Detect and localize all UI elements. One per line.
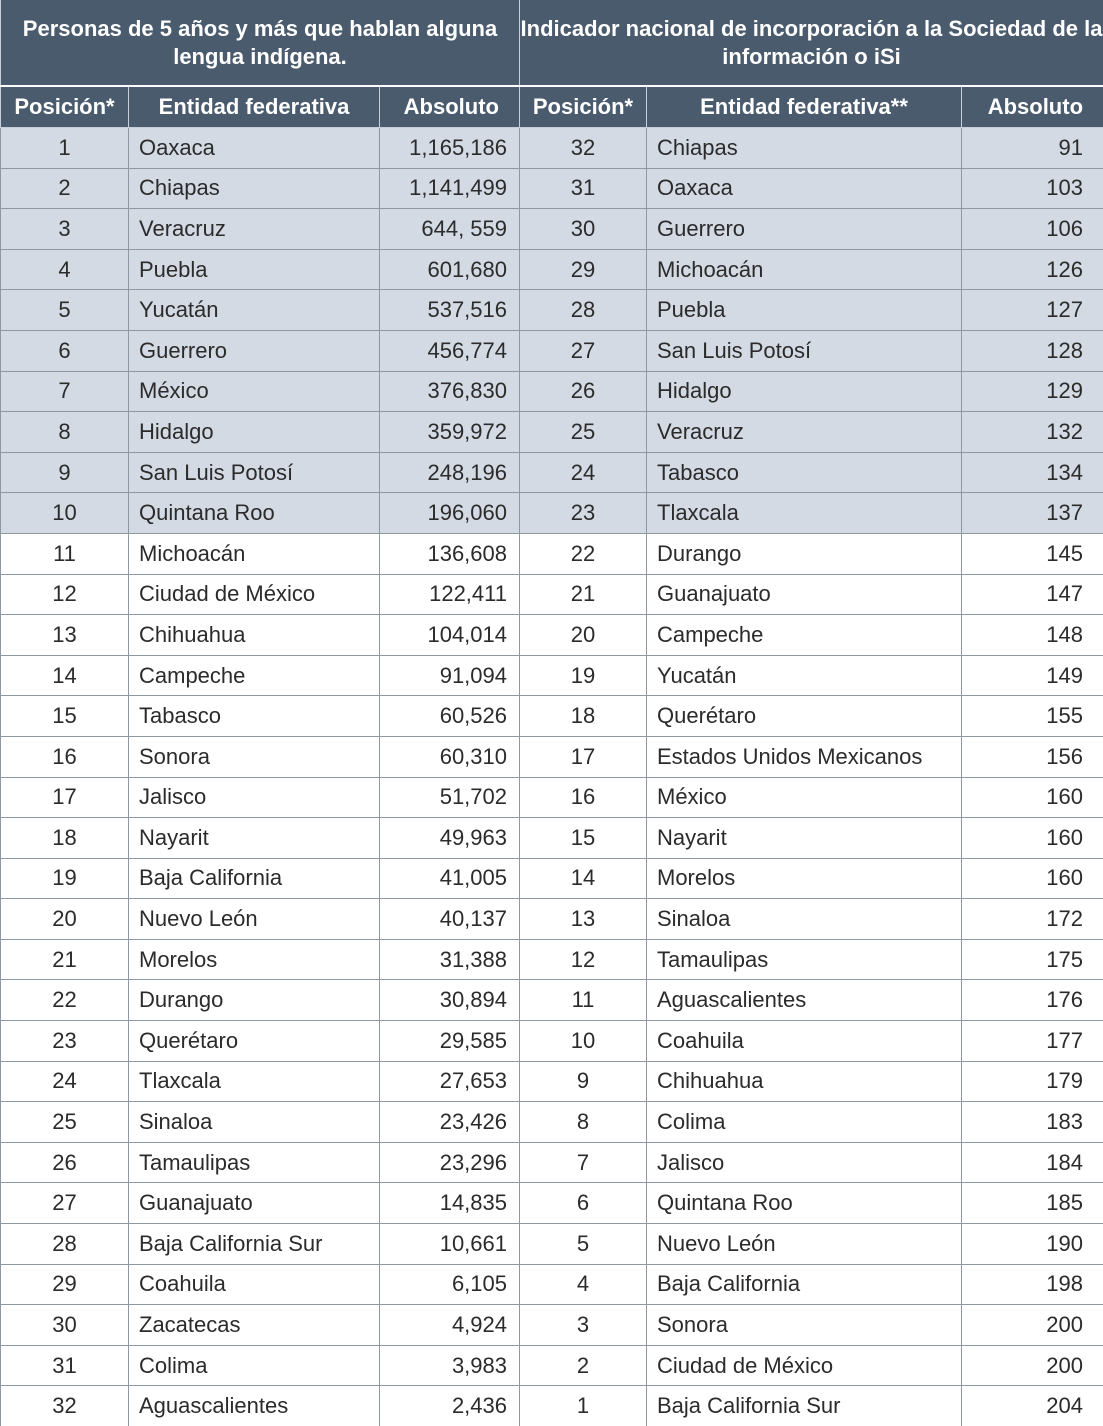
cell-position-right: 10	[520, 1021, 647, 1062]
table-header	[1, 0, 1103, 128]
cell-absolute-left: 376,830	[380, 371, 520, 412]
cell-absolute-left: 1,141,499	[380, 168, 520, 209]
cell-absolute-left: 1,165,186	[380, 128, 520, 169]
cell-entity-right: Nuevo León	[647, 1224, 962, 1265]
table-row	[1, 1061, 1103, 1102]
cell-entity-right: Oaxaca	[647, 168, 962, 209]
cell-absolute-right: 160	[962, 818, 1103, 859]
cell-position-right: 12	[520, 939, 647, 980]
cell-absolute-left: 359,972	[380, 412, 520, 453]
cell-position-left: 1	[1, 128, 129, 169]
cell-absolute-left: 10,661	[380, 1224, 520, 1265]
cell-entity-left: Nuevo León	[129, 899, 380, 940]
table-row	[1, 574, 1103, 615]
table-row	[1, 412, 1103, 453]
cell-position-left: 29	[1, 1264, 129, 1305]
cell-entity-left: Sinaloa	[129, 1102, 380, 1143]
cell-entity-left: Guerrero	[129, 330, 380, 371]
table-row	[1, 1386, 1103, 1426]
cell-entity-left: Coahuila	[129, 1264, 380, 1305]
cell-absolute-left: 40,137	[380, 899, 520, 940]
table-row	[1, 1142, 1103, 1183]
cell-position-right: 25	[520, 412, 647, 453]
group-header-isi-indicator: Indicador nacional de incorporación a la Sociedad de la información o iSi	[520, 0, 1103, 86]
cell-position-right: 27	[520, 330, 647, 371]
table-row	[1, 696, 1103, 737]
cell-position-right: 4	[520, 1264, 647, 1305]
cell-entity-left: México	[129, 371, 380, 412]
table-row	[1, 1183, 1103, 1224]
cell-position-right: 5	[520, 1224, 647, 1265]
cell-entity-right: Morelos	[647, 858, 962, 899]
cell-position-right: 29	[520, 249, 647, 290]
cell-entity-left: Veracruz	[129, 209, 380, 250]
cell-position-right: 22	[520, 533, 647, 574]
cell-absolute-right: 198	[962, 1264, 1103, 1305]
cell-position-right: 20	[520, 615, 647, 656]
cell-entity-right: Tlaxcala	[647, 493, 962, 534]
cell-position-left: 4	[1, 249, 129, 290]
cell-absolute-left: 4,924	[380, 1305, 520, 1346]
cell-absolute-right: 185	[962, 1183, 1103, 1224]
cell-absolute-right: 129	[962, 371, 1103, 412]
cell-position-left: 28	[1, 1224, 129, 1265]
cell-entity-left: Tabasco	[129, 696, 380, 737]
cell-position-left: 32	[1, 1386, 129, 1426]
cell-position-right: 1	[520, 1386, 647, 1426]
column-header-entity: Entidad federativa	[129, 86, 380, 128]
cell-absolute-right: 148	[962, 615, 1103, 656]
cell-entity-right: Quintana Roo	[647, 1183, 962, 1224]
cell-absolute-left: 60,310	[380, 736, 520, 777]
cell-entity-right: Tabasco	[647, 452, 962, 493]
cell-entity-right: México	[647, 777, 962, 818]
cell-position-left: 9	[1, 452, 129, 493]
cell-absolute-right: 145	[962, 533, 1103, 574]
cell-absolute-right: 190	[962, 1224, 1103, 1265]
table-row	[1, 899, 1103, 940]
cell-position-right: 6	[520, 1183, 647, 1224]
table-row	[1, 249, 1103, 290]
column-header-position: Posición*	[520, 86, 647, 128]
cell-absolute-left: 29,585	[380, 1021, 520, 1062]
cell-absolute-right: 103	[962, 168, 1103, 209]
cell-absolute-right: 132	[962, 412, 1103, 453]
table-row	[1, 1264, 1103, 1305]
cell-position-right: 9	[520, 1061, 647, 1102]
cell-absolute-right: 126	[962, 249, 1103, 290]
table-row	[1, 371, 1103, 412]
cell-position-left: 3	[1, 209, 129, 250]
cell-position-right: 2	[520, 1345, 647, 1386]
table-row	[1, 168, 1103, 209]
table-row	[1, 736, 1103, 777]
table-row	[1, 452, 1103, 493]
table-row	[1, 493, 1103, 534]
cell-entity-left: Chiapas	[129, 168, 380, 209]
table-row	[1, 533, 1103, 574]
cell-position-right: 23	[520, 493, 647, 534]
cell-absolute-left: 136,608	[380, 533, 520, 574]
cell-absolute-right: 155	[962, 696, 1103, 737]
cell-absolute-left: 196,060	[380, 493, 520, 534]
cell-position-left: 10	[1, 493, 129, 534]
cell-entity-right: Campeche	[647, 615, 962, 656]
table-row	[1, 330, 1103, 371]
group-header-row	[1, 0, 1103, 86]
cell-position-right: 28	[520, 290, 647, 331]
cell-position-right: 21	[520, 574, 647, 615]
cell-position-right: 18	[520, 696, 647, 737]
cell-position-left: 16	[1, 736, 129, 777]
cell-position-right: 15	[520, 818, 647, 859]
cell-position-left: 12	[1, 574, 129, 615]
cell-absolute-right: 204	[962, 1386, 1103, 1426]
cell-entity-right: Guanajuato	[647, 574, 962, 615]
cell-position-right: 26	[520, 371, 647, 412]
cell-entity-left: Baja California	[129, 858, 380, 899]
cell-absolute-left: 2,436	[380, 1386, 520, 1426]
table-row	[1, 615, 1103, 656]
table-body	[1, 128, 1103, 1426]
cell-entity-right: Puebla	[647, 290, 962, 331]
cell-absolute-left: 60,526	[380, 696, 520, 737]
cell-position-left: 14	[1, 655, 129, 696]
cell-position-left: 31	[1, 1345, 129, 1386]
table-row	[1, 290, 1103, 331]
table-row	[1, 1305, 1103, 1346]
cell-absolute-left: 3,983	[380, 1345, 520, 1386]
cell-position-left: 30	[1, 1305, 129, 1346]
cell-position-left: 20	[1, 899, 129, 940]
cell-entity-right: Ciudad de México	[647, 1345, 962, 1386]
cell-entity-right: Yucatán	[647, 655, 962, 696]
cell-entity-right: Chiapas	[647, 128, 962, 169]
cell-absolute-right: 147	[962, 574, 1103, 615]
cell-position-right: 31	[520, 168, 647, 209]
cell-position-right: 17	[520, 736, 647, 777]
table-row	[1, 128, 1103, 169]
cell-entity-left: Puebla	[129, 249, 380, 290]
column-header-absolute: Absoluto	[962, 86, 1103, 128]
cell-absolute-right: 127	[962, 290, 1103, 331]
table-row	[1, 1345, 1103, 1386]
cell-entity-right: Aguascalientes	[647, 980, 962, 1021]
cell-position-right: 16	[520, 777, 647, 818]
cell-absolute-right: 106	[962, 209, 1103, 250]
cell-position-right: 24	[520, 452, 647, 493]
table-row	[1, 1224, 1103, 1265]
cell-absolute-right: 179	[962, 1061, 1103, 1102]
cell-position-right: 11	[520, 980, 647, 1021]
cell-position-left: 7	[1, 371, 129, 412]
cell-entity-right: Querétaro	[647, 696, 962, 737]
cell-position-left: 27	[1, 1183, 129, 1224]
cell-absolute-left: 51,702	[380, 777, 520, 818]
cell-position-left: 25	[1, 1102, 129, 1143]
cell-absolute-left: 6,105	[380, 1264, 520, 1305]
cell-entity-left: Sonora	[129, 736, 380, 777]
cell-entity-left: Chihuahua	[129, 615, 380, 656]
cell-entity-left: Nayarit	[129, 818, 380, 859]
cell-entity-right: Jalisco	[647, 1142, 962, 1183]
cell-entity-left: Hidalgo	[129, 412, 380, 453]
cell-absolute-right: 176	[962, 980, 1103, 1021]
table-row	[1, 939, 1103, 980]
cell-absolute-left: 27,653	[380, 1061, 520, 1102]
cell-entity-right: San Luis Potosí	[647, 330, 962, 371]
cell-absolute-left: 31,388	[380, 939, 520, 980]
cell-entity-left: Morelos	[129, 939, 380, 980]
cell-absolute-right: 156	[962, 736, 1103, 777]
table-row	[1, 209, 1103, 250]
cell-entity-left: Quintana Roo	[129, 493, 380, 534]
cell-absolute-left: 248,196	[380, 452, 520, 493]
cell-position-left: 11	[1, 533, 129, 574]
cell-absolute-right: 177	[962, 1021, 1103, 1062]
cell-position-left: 19	[1, 858, 129, 899]
table-row	[1, 858, 1103, 899]
cell-entity-right: Chihuahua	[647, 1061, 962, 1102]
cell-entity-left: Durango	[129, 980, 380, 1021]
cell-absolute-left: 23,296	[380, 1142, 520, 1183]
cell-position-left: 23	[1, 1021, 129, 1062]
cell-position-left: 24	[1, 1061, 129, 1102]
table-row	[1, 1021, 1103, 1062]
cell-absolute-left: 456,774	[380, 330, 520, 371]
cell-position-left: 22	[1, 980, 129, 1021]
cell-absolute-left: 41,005	[380, 858, 520, 899]
cell-absolute-right: 134	[962, 452, 1103, 493]
cell-absolute-right: 160	[962, 858, 1103, 899]
cell-entity-right: Estados Unidos Mexicanos	[647, 736, 962, 777]
cell-entity-right: Veracruz	[647, 412, 962, 453]
cell-position-left: 18	[1, 818, 129, 859]
cell-position-left: 17	[1, 777, 129, 818]
cell-entity-right: Nayarit	[647, 818, 962, 859]
table-row	[1, 1102, 1103, 1143]
cell-absolute-right: 172	[962, 899, 1103, 940]
cell-absolute-right: 175	[962, 939, 1103, 980]
cell-entity-left: Yucatán	[129, 290, 380, 331]
table-row	[1, 818, 1103, 859]
cell-entity-right: Colima	[647, 1102, 962, 1143]
cell-entity-left: Tamaulipas	[129, 1142, 380, 1183]
cell-entity-right: Baja California Sur	[647, 1386, 962, 1426]
cell-absolute-right: 91	[962, 128, 1103, 169]
cell-position-right: 30	[520, 209, 647, 250]
cell-entity-left: Campeche	[129, 655, 380, 696]
cell-position-right: 19	[520, 655, 647, 696]
cell-absolute-left: 122,411	[380, 574, 520, 615]
cell-entity-right: Tamaulipas	[647, 939, 962, 980]
cell-entity-left: Baja California Sur	[129, 1224, 380, 1265]
cell-absolute-right: 183	[962, 1102, 1103, 1143]
cell-absolute-left: 104,014	[380, 615, 520, 656]
cell-entity-right: Durango	[647, 533, 962, 574]
cell-entity-left: Ciudad de México	[129, 574, 380, 615]
cell-absolute-left: 91,094	[380, 655, 520, 696]
cell-absolute-left: 49,963	[380, 818, 520, 859]
cell-position-right: 32	[520, 128, 647, 169]
cell-entity-left: Querétaro	[129, 1021, 380, 1062]
cell-absolute-right: 184	[962, 1142, 1103, 1183]
cell-position-left: 5	[1, 290, 129, 331]
cell-entity-left: Colima	[129, 1345, 380, 1386]
cell-absolute-left: 14,835	[380, 1183, 520, 1224]
cell-entity-right: Guerrero	[647, 209, 962, 250]
cell-entity-right: Sonora	[647, 1305, 962, 1346]
cell-position-right: 13	[520, 899, 647, 940]
column-header-absolute: Absoluto	[380, 86, 520, 128]
cell-entity-left: Jalisco	[129, 777, 380, 818]
cell-position-right: 14	[520, 858, 647, 899]
cell-entity-right: Sinaloa	[647, 899, 962, 940]
cell-absolute-left: 537,516	[380, 290, 520, 331]
cell-position-left: 13	[1, 615, 129, 656]
table-row	[1, 777, 1103, 818]
cell-position-left: 6	[1, 330, 129, 371]
cell-entity-left: Michoacán	[129, 533, 380, 574]
cell-entity-right: Hidalgo	[647, 371, 962, 412]
cell-absolute-right: 128	[962, 330, 1103, 371]
cell-position-left: 15	[1, 696, 129, 737]
cell-absolute-left: 30,894	[380, 980, 520, 1021]
cell-position-right: 7	[520, 1142, 647, 1183]
cell-entity-left: Oaxaca	[129, 128, 380, 169]
cell-absolute-right: 200	[962, 1305, 1103, 1346]
cell-entity-left: Zacatecas	[129, 1305, 380, 1346]
cell-entity-left: Guanajuato	[129, 1183, 380, 1224]
cell-position-right: 8	[520, 1102, 647, 1143]
cell-position-left: 26	[1, 1142, 129, 1183]
cell-absolute-left: 23,426	[380, 1102, 520, 1143]
cell-absolute-right: 160	[962, 777, 1103, 818]
cell-entity-right: Michoacán	[647, 249, 962, 290]
cell-entity-right: Coahuila	[647, 1021, 962, 1062]
cell-position-right: 3	[520, 1305, 647, 1346]
cell-entity-left: Tlaxcala	[129, 1061, 380, 1102]
table-row	[1, 980, 1103, 1021]
table-row	[1, 655, 1103, 696]
cell-position-left: 8	[1, 412, 129, 453]
cell-entity-right: Baja California	[647, 1264, 962, 1305]
group-header-indigenous-speakers: Personas de 5 años y más que hablan alguna lengua indígena.	[1, 0, 520, 86]
cell-absolute-right: 137	[962, 493, 1103, 534]
column-header-entity: Entidad federativa**	[647, 86, 962, 128]
column-header-row	[1, 86, 1103, 128]
cell-absolute-left: 601,680	[380, 249, 520, 290]
column-header-position: Posición*	[1, 86, 129, 128]
cell-entity-left: Aguascalientes	[129, 1386, 380, 1426]
cell-position-left: 2	[1, 168, 129, 209]
cell-absolute-right: 149	[962, 655, 1103, 696]
cell-absolute-left: 644, 559	[380, 209, 520, 250]
cell-absolute-right: 200	[962, 1345, 1103, 1386]
cell-entity-left: San Luis Potosí	[129, 452, 380, 493]
cell-position-left: 21	[1, 939, 129, 980]
